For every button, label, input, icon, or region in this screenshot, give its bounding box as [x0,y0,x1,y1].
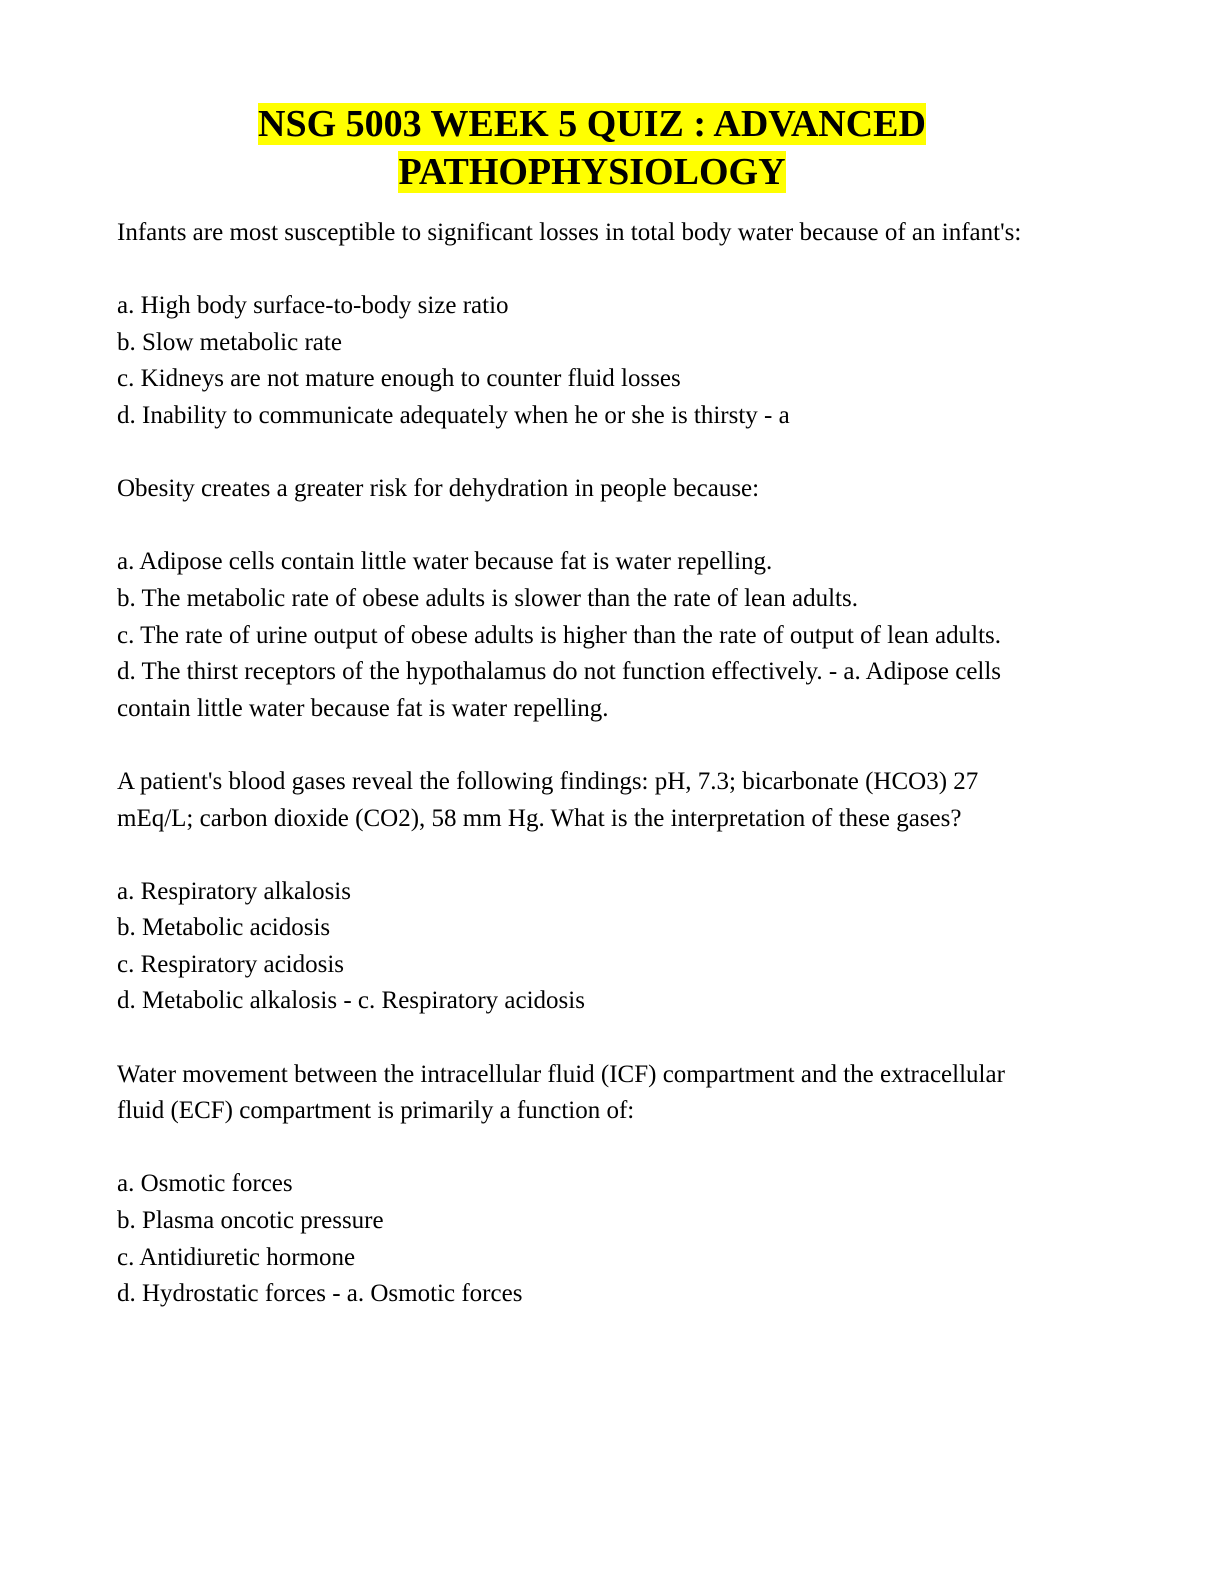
answer-option: a. Osmotic forces [117,1170,293,1198]
question-prompt: Obesity creates a greater risk for dehydration in people because: [117,475,760,503]
answer-option: b. Plasma oncotic pressure [117,1207,384,1235]
answer-option: a. High body surface-to-body size ratio [117,292,509,320]
answer-options [117,288,1057,434]
answer-option: c. Antidiuretic hormone [117,1243,356,1271]
answer-option: d. Metabolic alkalosis - c. Respiratory acidosis [117,987,585,1015]
answer-options [117,1166,1057,1312]
answer-option: a. Respiratory alkalosis [117,877,351,905]
answer-option: c. Respiratory acidosis [117,950,345,978]
question-prompt: A patient's blood gases reveal the following findings: pH, 7.3; bicarbonate (HCO3) 27 mEq/L; carbon dioxide (CO2), 58 mm Hg. What is the interpretation of these gases? [117,767,979,832]
question-block-4 [117,1057,1057,1313]
question-block-1 [117,215,1057,435]
answer-option: a. Adipose cells contain little water because fat is water repelling. [117,548,773,576]
answer-option: d. The thirst receptors of the hypothalamus do not function effectively. - a. Adipose cells contain little water because fat is water repelling. [117,658,1002,722]
question-prompt: Infants are most susceptible to significant losses in total body water because of an infant's: [117,219,1022,246]
question-prompt: Water movement between the intracellular fluid (ICF) compartment and the extracellular fluid (ECF) compartment is primarily a function of: [117,1060,1005,1125]
answer-option: b. The metabolic rate of obese adults is slower than the rate of lean adults. [117,584,858,612]
answer-option: b. Slow metabolic rate [117,328,342,356]
answer-option: b. Metabolic acidosis [117,914,331,942]
title-line-1: NSG 5003 WEEK 5 QUIZ : ADVANCED [258,103,926,145]
answer-option: d. Inability to communicate adequately when he or she is thirsty - a [117,401,790,429]
answer-option: c. The rate of urine output of obese adults is higher than the rate of output of lean adults. [117,621,1002,649]
question-block-3 [117,764,1057,1020]
answer-options [117,544,1057,727]
answer-option: c. Kidneys are not mature enough to counter fluid losses [117,365,681,393]
page-title [0,100,1184,196]
question-block-2 [117,471,1057,727]
answer-options [117,874,1057,1020]
answer-option: d. Hydrostatic forces - a. Osmotic forces [117,1280,523,1308]
quiz-content [117,215,1057,1349]
title-line-2: PATHOPHYSIOLOGY [398,151,786,193]
